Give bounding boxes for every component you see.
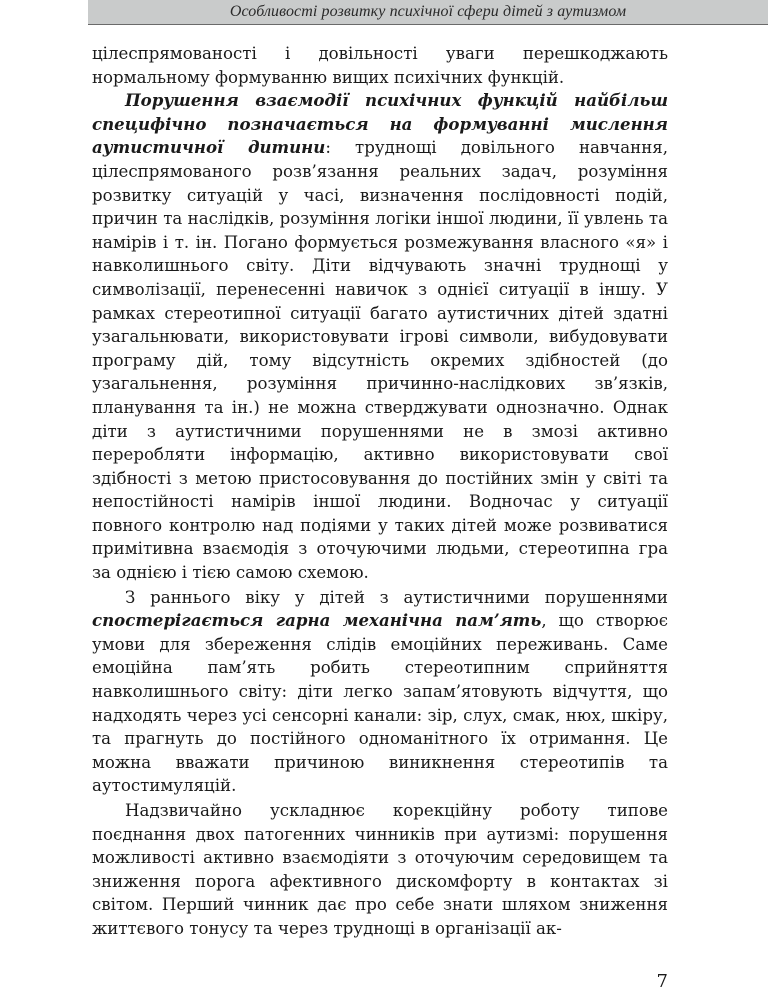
paragraph-1: цілеспрямованості і довільності уваги перешкоджають нормальному формуванню вищих психічних функцій.	[92, 44, 668, 87]
running-header	[88, 0, 768, 25]
paragraph-2	[92, 89, 668, 584]
paragraph-4: Надзвичайно ускладнює корекційну роботу типове поєднання двох патогенних чинників при аутизмі: порушення можливості активно взаємодіяти з оточуючим середовищем та зниження порога афективного дискомфорту в контактах зі світом. Перший чинник дає про себе знати шляхом зниження життєвого тонусу та через труднощі в організації ак-	[92, 801, 668, 938]
running-title: Особливості розвитку психічної сфери дітей з аутизмом	[229, 3, 627, 20]
paragraph-2-text: : труднощі довільного навчання, цілеспрямованого розв’язання реальних задач, розуміння розвитку ситуацій у часі, визначення послідовності подій, причин та наслідків, розуміння логіки іншої людини, її увлень та намірів і т. ін. Погано формується розмежування власного «я» і навколишнього світу. Діти відчувають значні труднощі у символізації, перенесенні навичок з однієї ситуації в іншу. У рамках стереотипної ситуації багато аутистичних дітей здатні узагальнювати, використовувати ігрові символи, вибудовувати програму дій, тому відсутність окремих здібностей (до узагальнення, розуміння причинно-наслідкових зв’язків, планування та ін.) не можна стверджувати однозначно. Однак діти з аутистичними порушеннями не в змозі активно переробляти інформацію, активно використовувати свої здібності з метою пристосовування до постійних змін у світі та непостійності намірів іншої людини. Водночас у ситуації повного контролю над подіями у таких дітей може розвиватися примітивна взаємодія з оточуючими людьми, стереотипна гра за однією і тією самою схемою.	[92, 138, 669, 583]
paragraph-2-emphasis: Порушення взаємодії психічних функцій найбільш специфічно позначається на формуванні мислення аутистичної дитини	[92, 90, 668, 158]
paragraph-3-start: З раннього віку у дітей з аутистичними порушеннями	[125, 587, 668, 607]
paragraph-3-text: , що створює умови для збереження слідів емоційних переживань. Саме емоційна пам’ять робить стереотипним сприйняття навколишнього світу: діти легко запам’ятовують відчуття, що надходять через усі сенсорні канали: зір, слух, смак, нюх, шкіру, та прагнуть до постійного одноманітного їх отримання. Це можна вважати причиною виникнення стереотипів та аутостимуляцій.	[92, 611, 668, 796]
page-number: 7	[656, 971, 668, 992]
paragraph-3-emphasis: спостерігається гарна механічна пам’ять	[92, 610, 542, 631]
body-text	[92, 42, 668, 941]
paragraph-3	[92, 586, 668, 798]
